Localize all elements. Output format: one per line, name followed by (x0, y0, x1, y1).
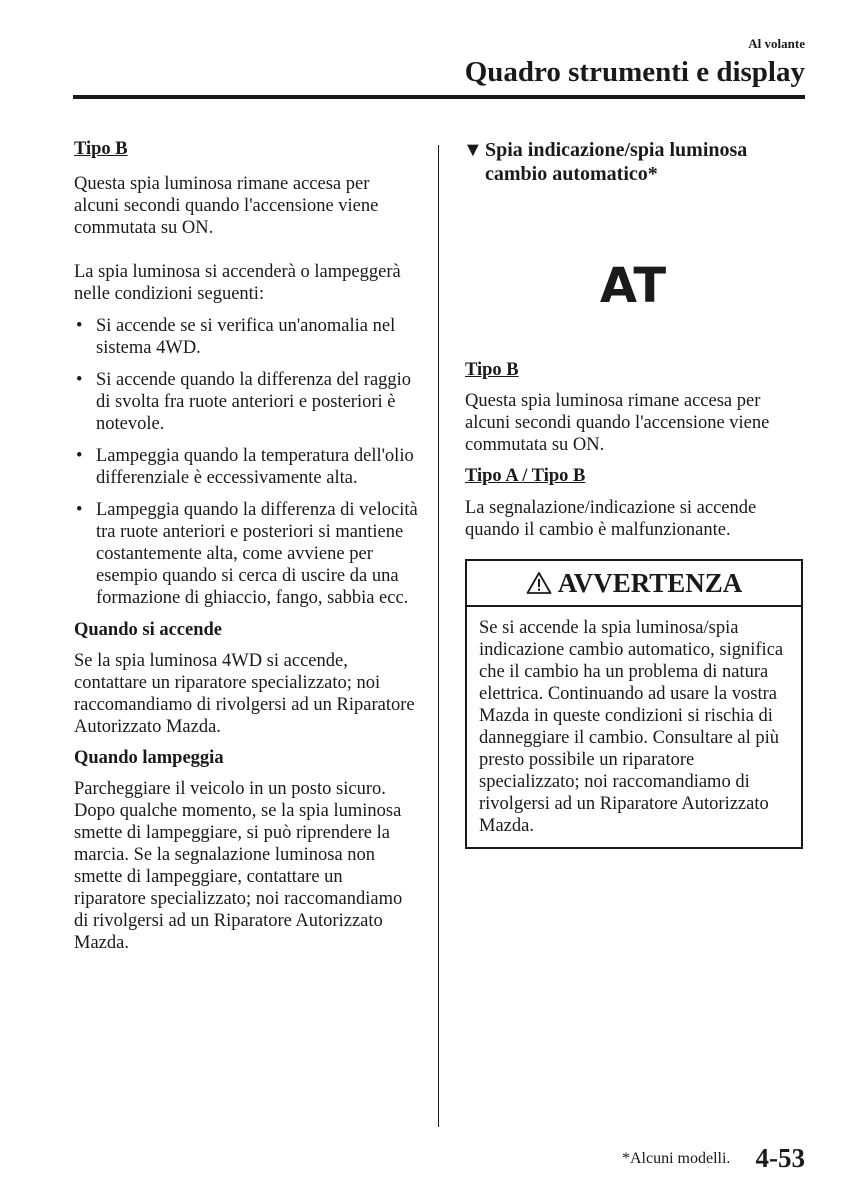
accende-heading: Quando si accende (74, 620, 223, 640)
tipo-b-text: Questa spia luminosa rimane accesa per alcuni secondi quando l'accensione viene commutata su ON. (74, 174, 379, 238)
tipo-ab-text: La segnalazione/indicazione si accende quando il cambio è malfunzionante. (465, 498, 757, 540)
warning-text: Se si accende la spia luminosa/spia indicazione cambio automatico, significa che il cambio ha un problema di natura elettrica. Continuando ad usare la vostra Mazda in queste condizioni si rischia di danneggiare il cambio. Consultare al più presto possibile un riparatore specializzato; noi raccomandiamo di rivolgersi ad un Riparatore Autorizzato Mazda. (479, 618, 784, 836)
warning-triangle-icon (526, 571, 552, 595)
section-heading-text (485, 138, 747, 186)
at-symbol: AT (599, 258, 667, 314)
section-heading-line1: Spia indicazione/spia luminosa (485, 139, 748, 161)
list-item-text: Si accende quando la differenza del raggio di svolta fra ruote anteriori e posteriori è notevole. (96, 370, 412, 434)
tipo-ab-heading: Tipo A / Tipo B (465, 466, 586, 486)
list-item (74, 369, 419, 435)
bullet-icon: • (76, 446, 83, 466)
triangle-down-icon: ▼ (463, 139, 483, 161)
list-item (74, 445, 419, 489)
conditions-intro: La spia luminosa si accenderà o lampeggerà nelle condizioni seguenti: (74, 262, 401, 304)
list-item-text: Lampeggia quando la differenza di velocità tra ruote anteriori e posteriori si mantiene costantemente alta, come avviene per esempio quando si cerca di uscire da una formazione di ghiaccio, fango, sabbia ecc. (96, 500, 418, 608)
lampeggia-text: Parcheggiare il veicolo in un posto sicuro. Dopo qualche momento, se la spia luminosa smette di lampeggiare, si può riprendere la marcia. Se la segnalazione luminosa non smette di lampeggiare, contattare un riparatore specializzato; noi raccomandiamo di rivolgersi ad un Riparatore Autorizzato Mazda. (74, 779, 403, 953)
warning-header (467, 561, 801, 607)
accende-text: Se la spia luminosa 4WD si accende, contattare un riparatore specializzato; noi raccomandiamo di rivolgersi ad un Riparatore Autorizzato Mazda. (74, 651, 415, 737)
column-divider (438, 145, 439, 1127)
tipo-b-text-right: Questa spia luminosa rimane accesa per alcuni secondi quando l'accensione viene commutata su ON. (465, 391, 770, 455)
warning-title: AVVERTENZA (557, 568, 743, 598)
list-item-text: Lampeggia quando la temperatura dell'olio differenziale è eccessivamente alta. (96, 446, 414, 488)
section-heading-line2: cambio automatico* (485, 163, 658, 185)
bullet-icon: • (76, 370, 83, 390)
tipo-b-heading: Tipo B (74, 139, 128, 159)
warning-box (465, 559, 803, 849)
list-item (74, 315, 419, 359)
header-rule (73, 95, 805, 99)
footnote: *Alcuni modelli. (622, 1150, 731, 1167)
bullet-icon: • (76, 316, 83, 336)
condition-list (74, 315, 419, 609)
bullet-icon: • (76, 500, 83, 520)
right-column (465, 138, 805, 849)
page-number: 4-53 (755, 1143, 805, 1173)
tipo-b-heading-right: Tipo B (465, 360, 519, 380)
section-label: Al volante (748, 36, 805, 51)
lampeggia-heading: Quando lampeggia (74, 748, 224, 768)
left-column (74, 138, 419, 954)
section-heading (463, 138, 805, 186)
list-item-text: Si accende se si verifica un'anomalia nel sistema 4WD. (96, 316, 396, 358)
page-title: Quadro strumenti e display (464, 56, 805, 88)
list-item (74, 499, 419, 609)
